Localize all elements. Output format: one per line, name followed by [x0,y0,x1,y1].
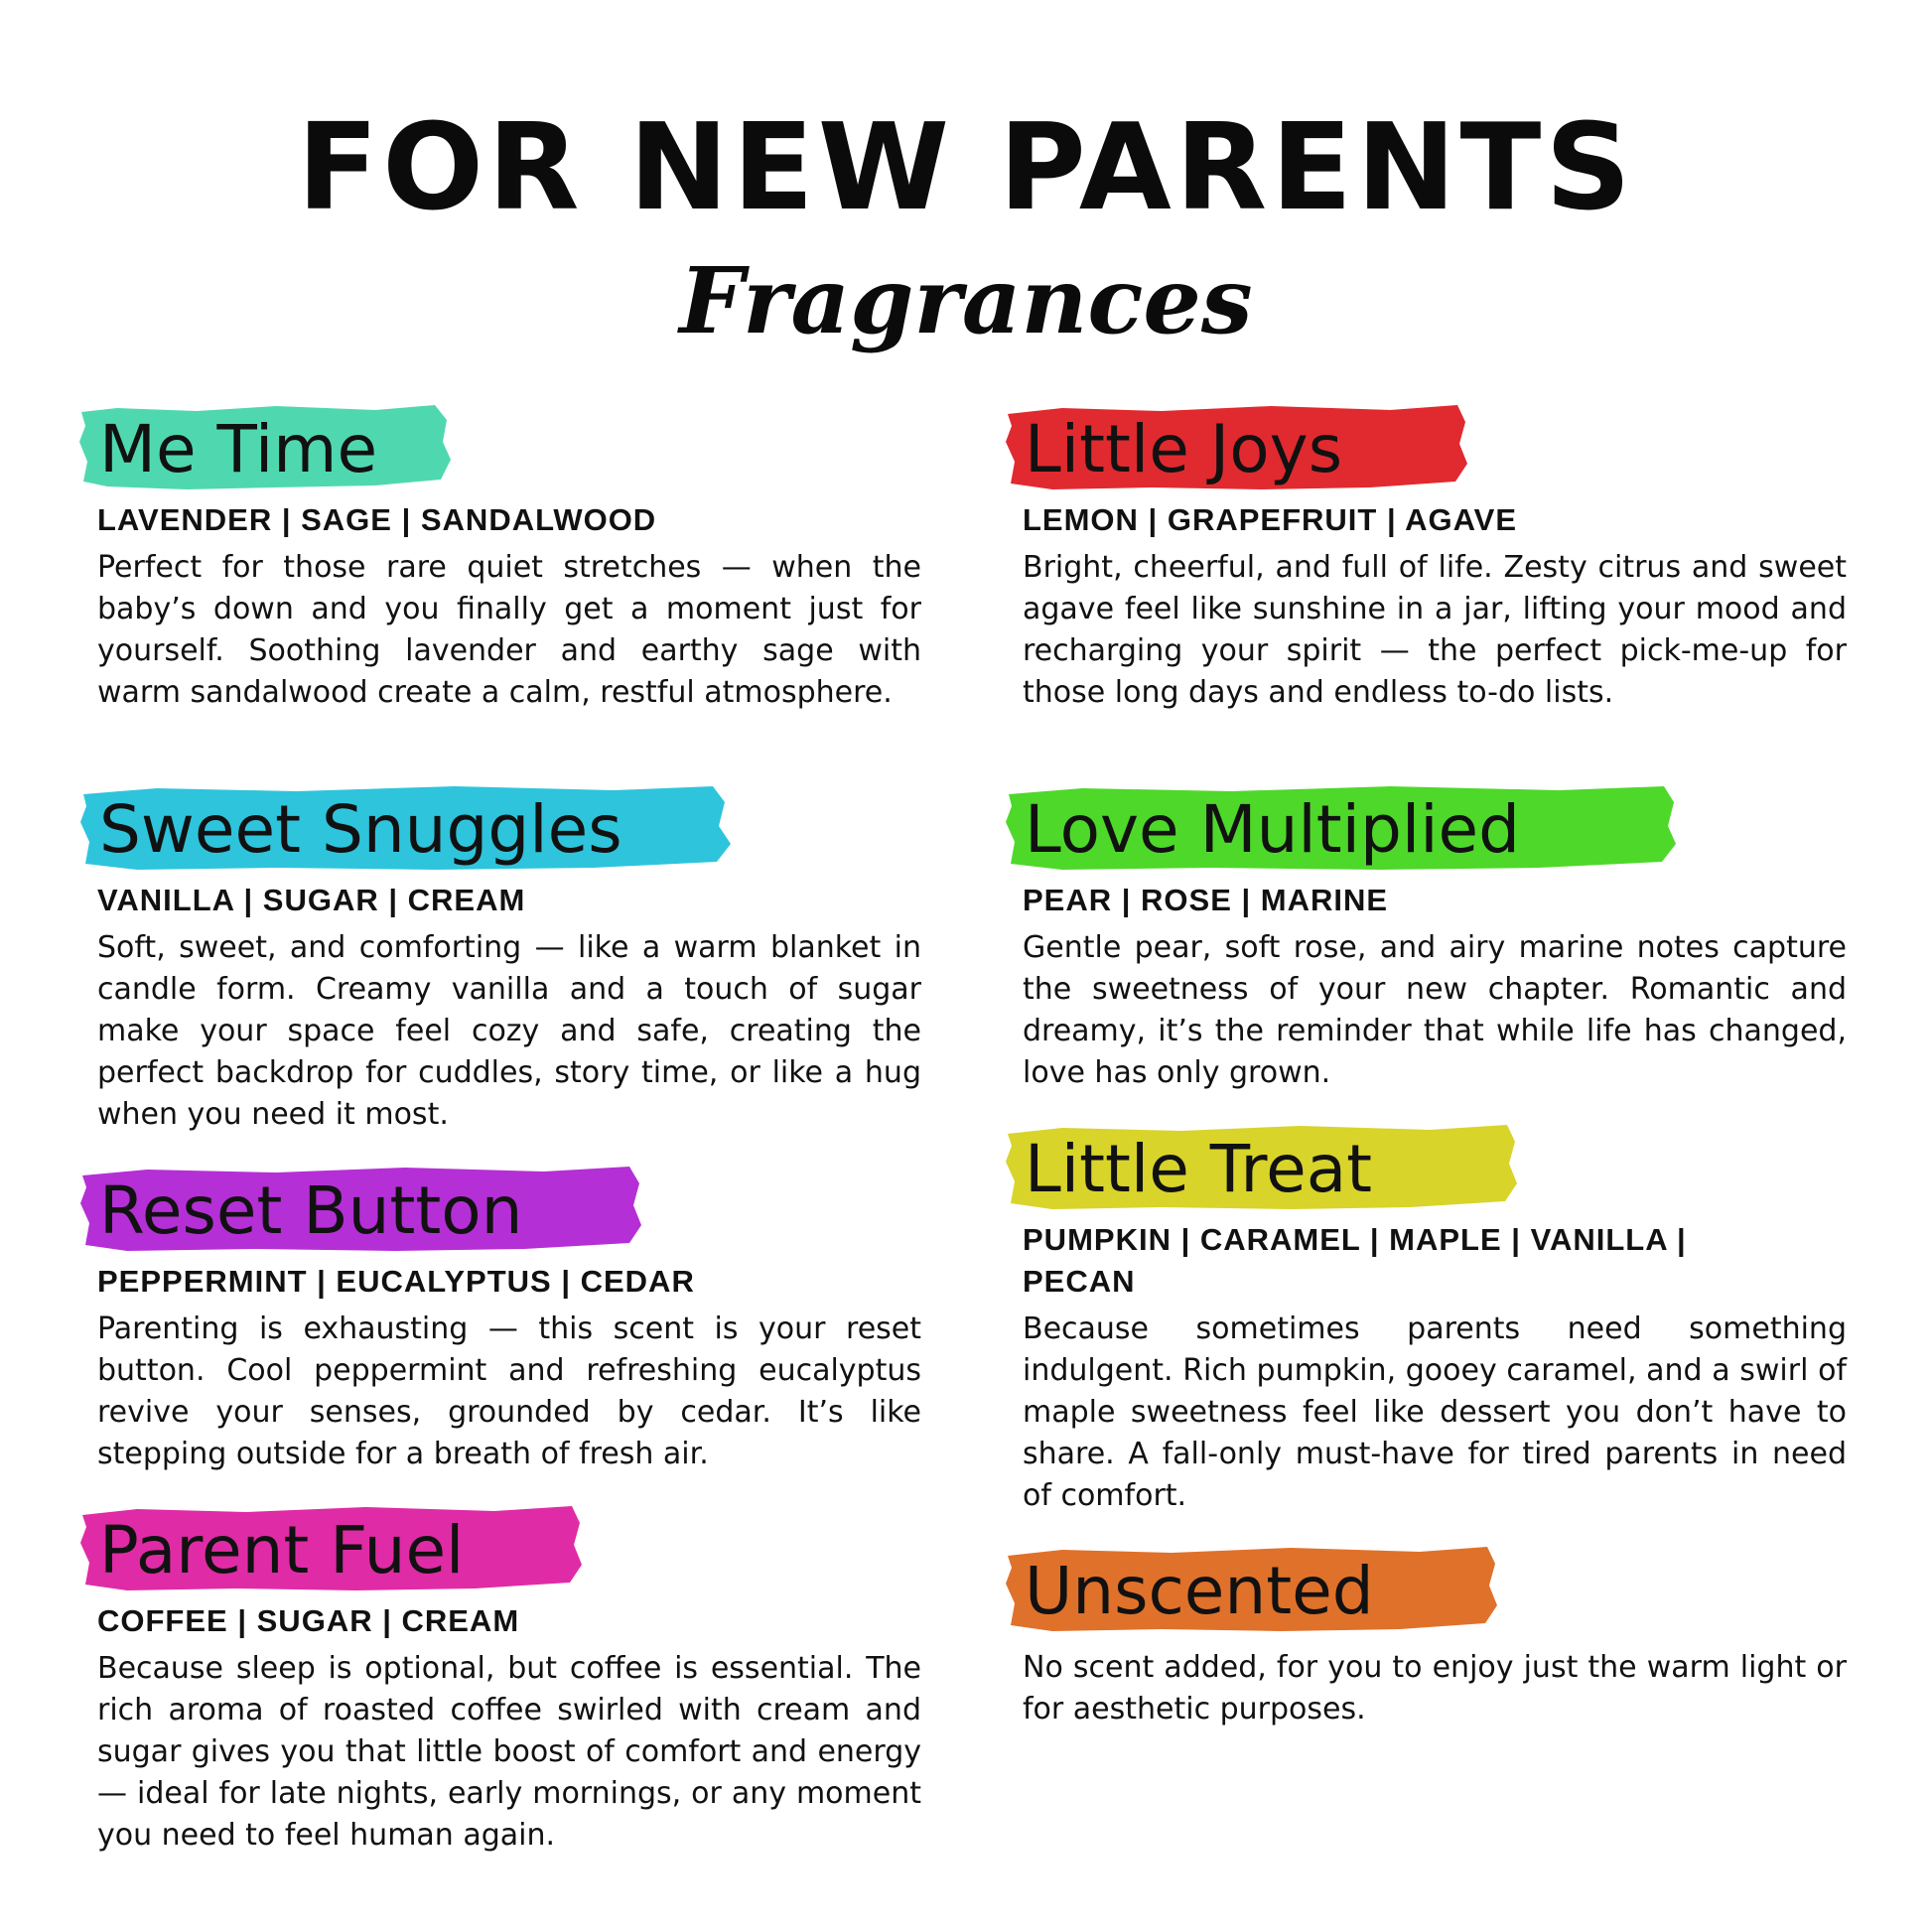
fragrance-description: Parenting is exhausting — this scent is your reset button. Cool peppermint and refreshing eucalyptus revive your senses, grounded by cedar. It’s like stepping outside for a breath of fresh air. [97,1311,921,1471]
fragrance-card-me-time [97,402,921,714]
fragrance-description: Because sleep is optional, but coffee is essential. The rich aroma of roasted coffee swirled with cream and sugar gives you that little boost of comfort and energy — ideal for late nights, early mornings, or any moment you need to feel human again. [97,1651,921,1853]
fragrance-card-parent-fuel [97,1503,921,1857]
fragrance-banner [1003,1544,1499,1635]
fragrance-banner [1003,1122,1519,1213]
fragrance-notes: LAVENDER | SAGE | SANDALWOOD [97,502,657,537]
fragrance-notes: COFFEE | SUGAR | CREAM [97,1603,520,1638]
fragrance-name: Reset Button [99,1173,523,1249]
fragrance-banner [1003,782,1678,874]
fragrance-name: Little Joys [1025,411,1343,487]
page-header [0,99,1932,355]
fragrance-card-little-treat [1023,1122,1847,1517]
page-title: FOR NEW PARENTS [297,99,1635,237]
fragrance-name: Love Multiplied [1025,791,1521,868]
fragrance-description: Gentle pear, soft rose, and airy marine notes capture the sweetness of your new chapter. Romantic and dreamy, it’s the reminder that while life has changed, love has only grown. [1023,930,1847,1090]
fragrance-card-little-joys [1023,402,1847,714]
fragrance-notes: PUMPKIN | CARAMEL | MAPLE | VANILLA | PECAN [1023,1222,1687,1299]
fragrance-card-reset-button [97,1164,921,1475]
fragrance-banner [77,782,733,874]
fragrance-description: Bright, cheerful, and full of life. Zesty citrus and sweet agave feel like sunshine in a jar, lifting your mood and recharging your spirit — the perfect pick-me-up for those long days and endless to-do lists. [1023,550,1847,710]
fragrance-banner [77,1164,643,1255]
fragrance-notes: LEMON | GRAPEFRUIT | AGAVE [1023,502,1518,537]
fragrance-name: Unscented [1025,1553,1374,1629]
fragrance-card-love-multiplied [1023,782,1847,1094]
fragrance-notes: PEPPERMINT | EUCALYPTUS | CEDAR [97,1264,695,1299]
fragrance-banner [77,402,455,493]
fragrance-name: Me Time [99,411,378,487]
fragrance-banner [77,1503,584,1594]
fragrance-banner [1003,402,1469,493]
fragrance-name: Parent Fuel [99,1512,465,1588]
fragrance-card-unscented [1023,1544,1847,1730]
fragrance-card-sweet-snuggles [97,782,921,1136]
fragrance-description: No scent added, for you to enjoy just the warm light or for aesthetic purposes. [1023,1650,1847,1726]
fragrance-description: Soft, sweet, and comforting — like a warm blanket in candle form. Creamy vanilla and a touch of sugar make your space feel cozy and safe, creating the perfect backdrop for cuddles, story time, or like a hug when you need it most. [97,930,921,1132]
fragrance-notes: VANILLA | SUGAR | CREAM [97,883,526,917]
page-subtitle: Fragrances [679,247,1253,354]
fragrance-name: Little Treat [1025,1131,1373,1207]
fragrance-description: Perfect for those rare quiet stretches — when the baby’s down and you finally get a moment just for yourself. Soothing lavender and earthy sage with warm sandalwood create a calm, restful atmosphere. [97,550,921,710]
fragrance-notes: PEAR | ROSE | MARINE [1023,883,1389,917]
fragrance-name: Sweet Snuggles [99,791,622,868]
fragrance-description: Because sometimes parents need something indulgent. Rich pumpkin, gooey caramel, and a swirl of maple sweetness feel like dessert you don’t have to share. A fall-only must-have for tired parents in need of comfort. [1023,1311,1847,1513]
